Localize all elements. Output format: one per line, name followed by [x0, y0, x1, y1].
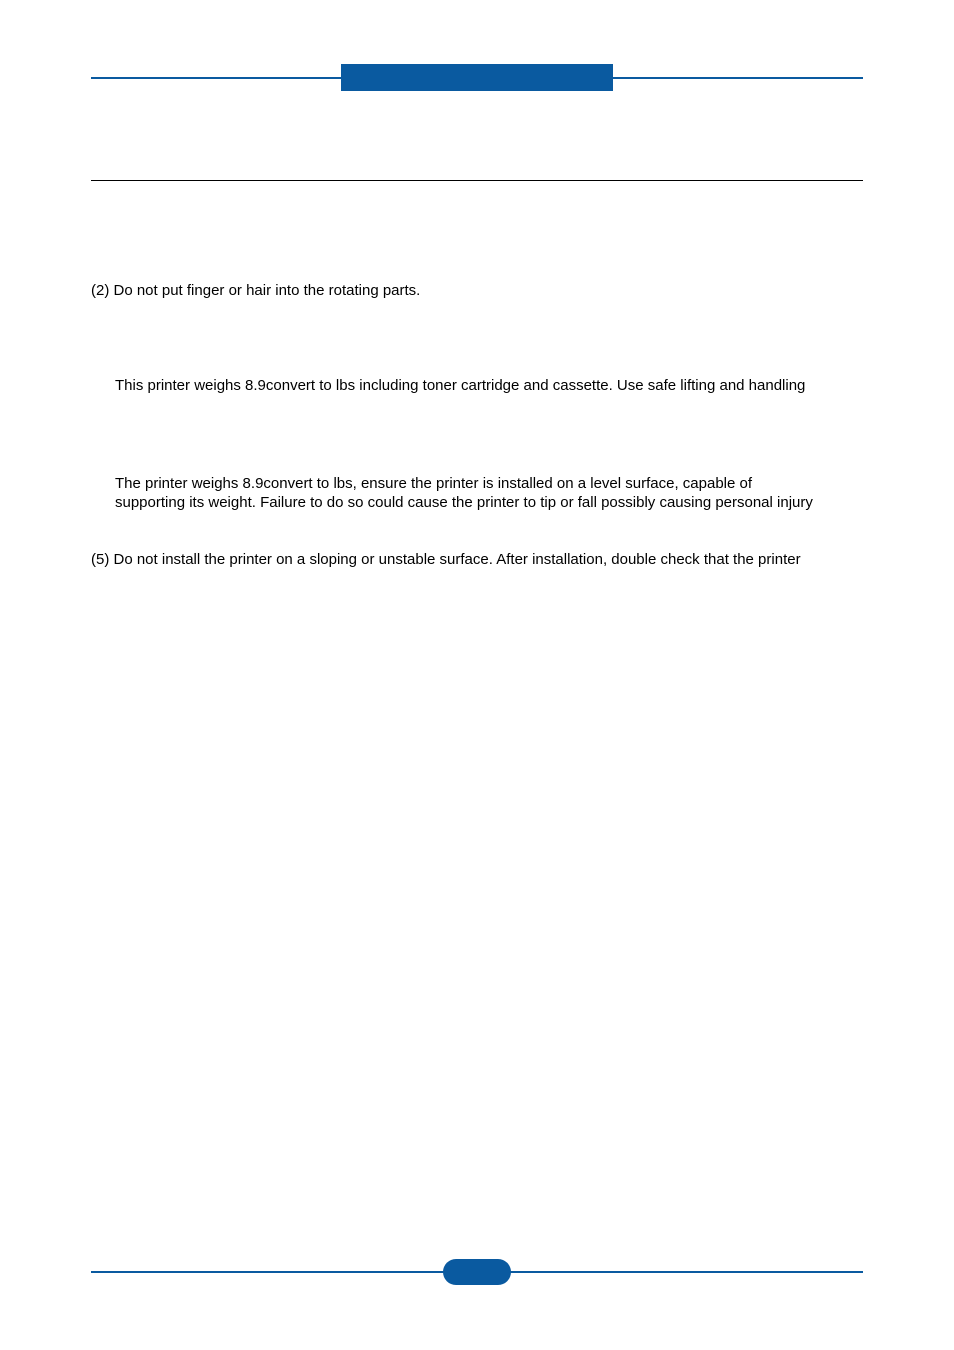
- paragraph-printer-weight-lifting: [115, 376, 805, 395]
- paragraph-rotating-parts: [91, 281, 420, 300]
- paragraph-sloping-surface: [91, 550, 801, 569]
- paragraph-line: (2) Do not put finger or hair into the rotating parts.: [91, 282, 421, 299]
- paragraph-line: supporting its weight. Failure to do so could cause the printer to tip or fall possibly causing personal injury: [115, 494, 813, 511]
- paragraph-line: (5) Do not install the printer on a sloping or unstable surface. After installation, double check that the printer: [91, 551, 801, 568]
- paragraph-line: This printer weighs 8.9convert to lbs including toner cartridge and cassette. Use safe lifting and handling: [115, 377, 806, 394]
- paragraph-line: The printer weighs 8.9convert to lbs, ensure the printer is installed on a level surface, capable of: [115, 475, 753, 492]
- header-section-tab: [341, 64, 613, 91]
- page-number-badge: [443, 1259, 511, 1285]
- paragraph-level-surface: [115, 474, 813, 512]
- section-divider: [91, 180, 863, 181]
